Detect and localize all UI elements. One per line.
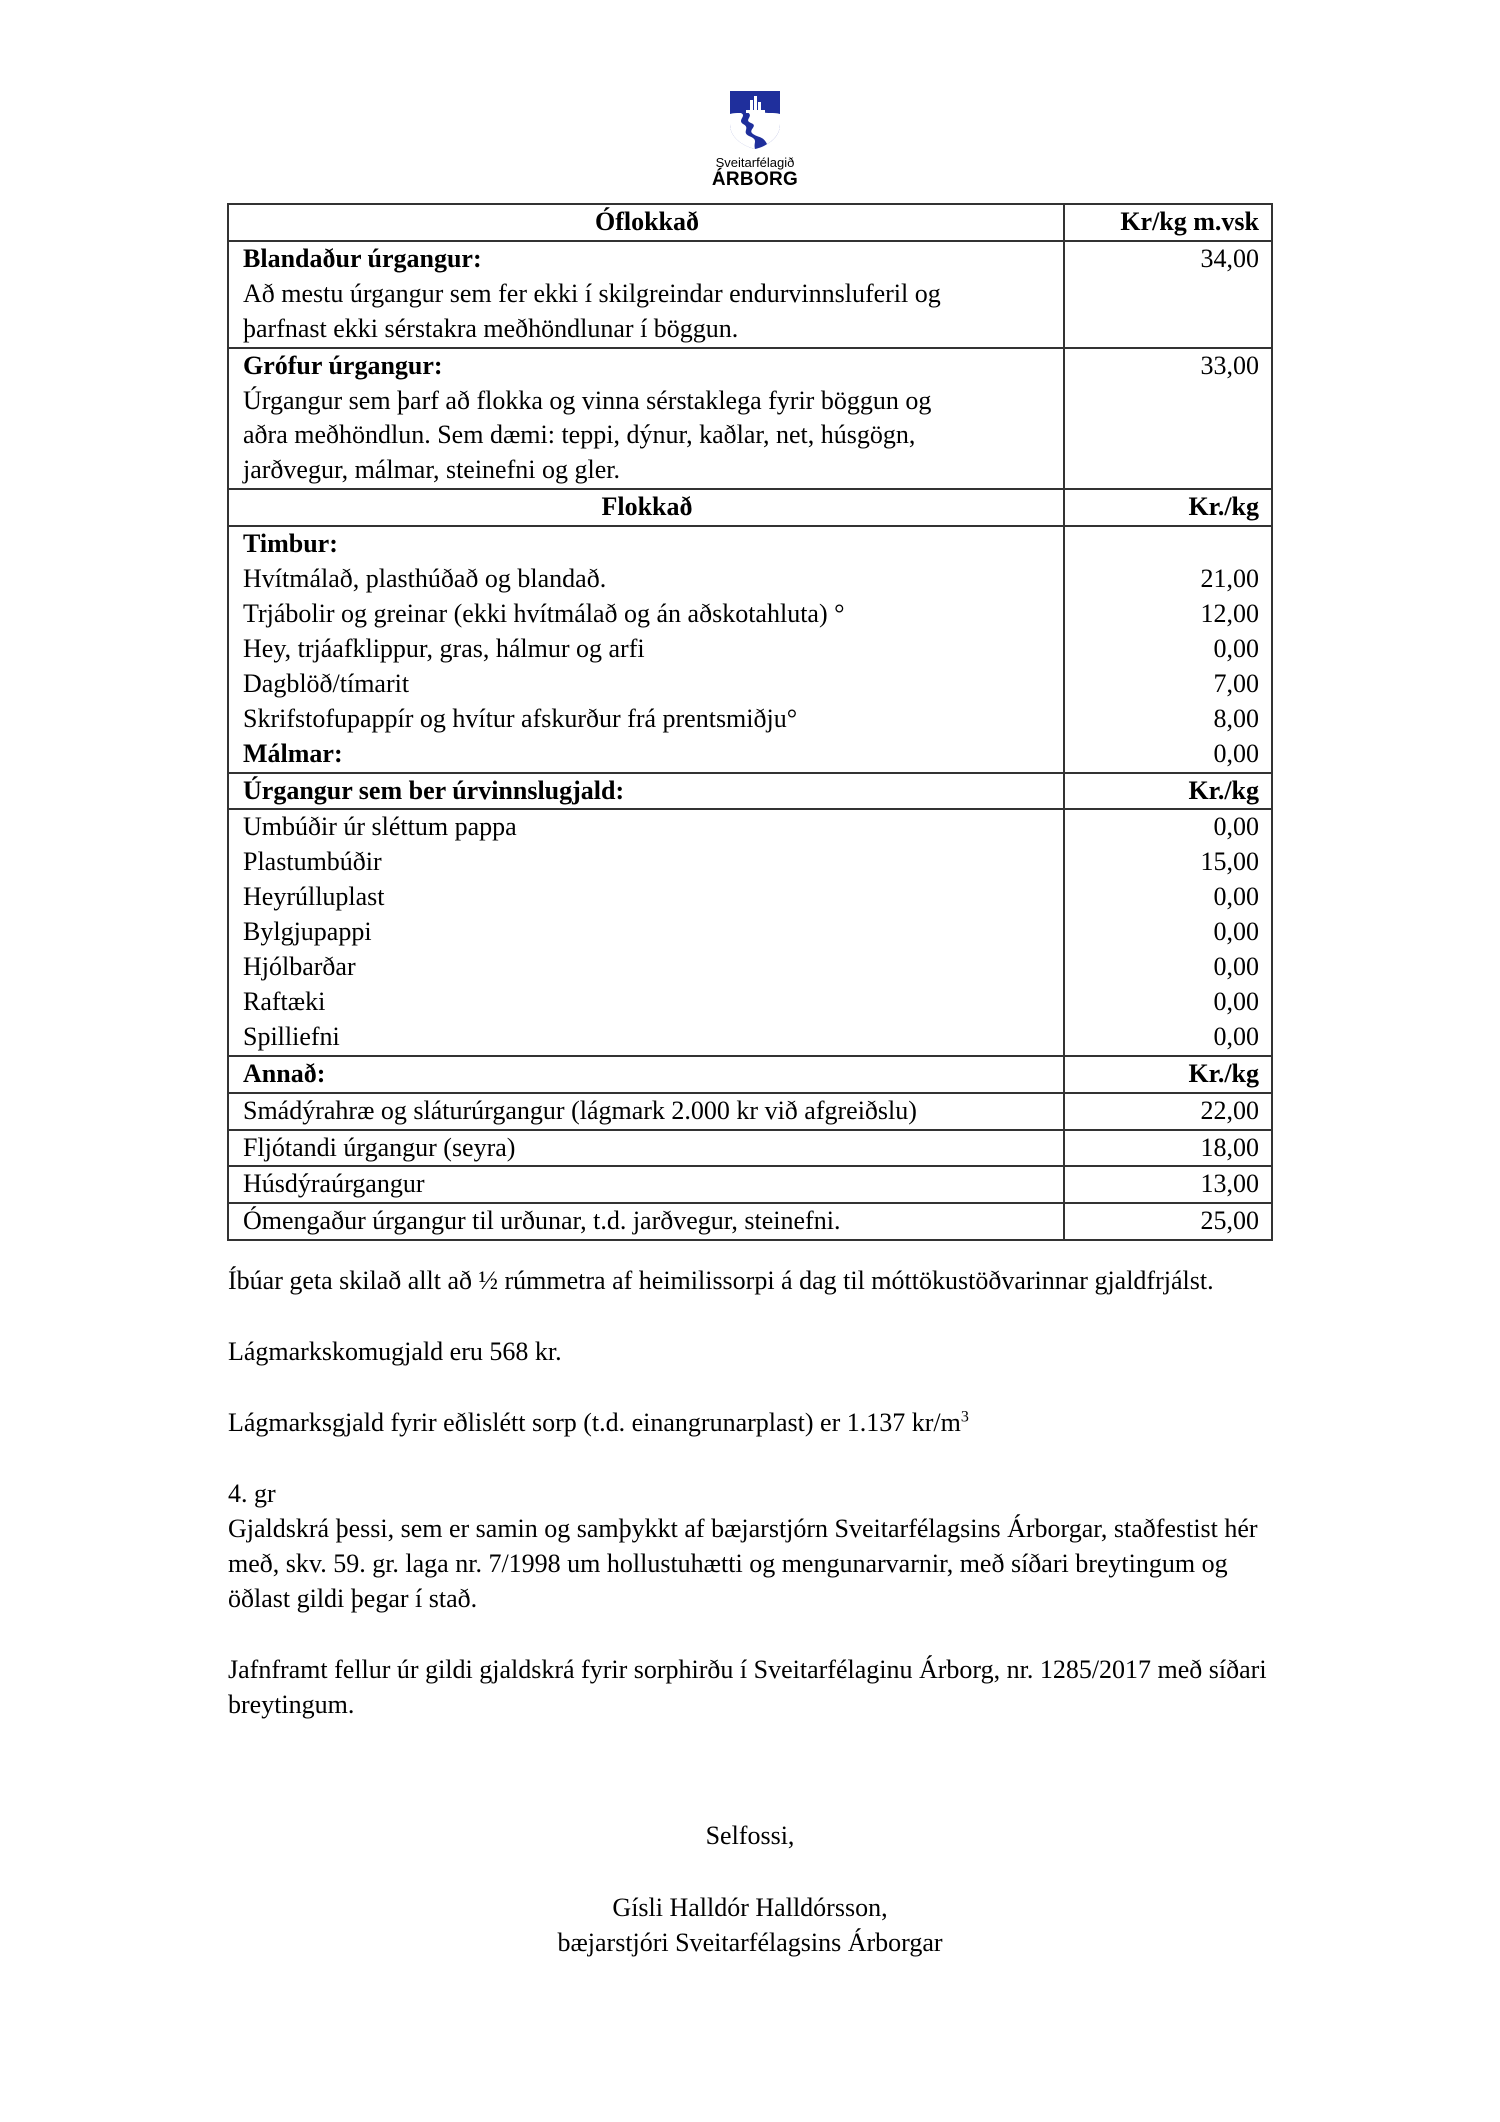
item-description: aðra meðhöndlun. Sem dæmi: teppi, dýnur, kaðlar, net, húsgögn, <box>243 420 916 450</box>
shield-icon <box>729 90 781 150</box>
table-header-row <box>228 204 1272 241</box>
table-row <box>228 1166 1272 1203</box>
logo-line2: ÁRBORG <box>711 169 799 190</box>
item-name: Bylgjupappi <box>243 917 372 947</box>
item-description: Úrgangur sem þarf að flokka og vinna sérstaklega fyrir böggun og <box>243 385 932 415</box>
item-price: 0,00 <box>1213 1021 1259 1051</box>
item-description: Að mestu úrgangur sem fer ekki í skilgreindar endurvinnsluferil og <box>243 278 941 308</box>
item-description: þarfnast ekki sérstakra meðhöndlunar í böggun. <box>243 313 739 343</box>
item-price: 0,00 <box>1213 633 1259 663</box>
table-row <box>228 1203 1272 1240</box>
item-price: 22,00 <box>1064 1093 1272 1130</box>
paragraph-enactment: Gjaldskrá þessi, sem er samin og samþykkt af bæjarstjórn Sveitarfélagsins Árborgar, staðfestist hér með, skv. 59. gr. laga nr. 7/1998 um hollustuhætti og mengunarvarnir, með síðari breytingum og öðlast gildi þegar í stað. <box>228 1514 1258 1613</box>
table-row <box>228 1093 1272 1130</box>
item-name: Grófur úrgangur: <box>243 350 443 380</box>
item-name: Ómengaður úrgangur til urðunar, t.d. jarðvegur, steinefni. <box>228 1203 1064 1240</box>
section-title-metals: Málmar: <box>243 738 343 768</box>
paragraph-repeal: Jafnframt fellur úr gildi gjaldskrá fyrir sorphirðu í Sveitarfélaginu Árborg, nr. 1285/2017 með síðari breytingum. <box>228 1655 1267 1719</box>
item-price: 0,00 <box>1213 812 1259 842</box>
item-price: 13,00 <box>1064 1166 1272 1203</box>
item-price: 8,00 <box>1213 703 1259 733</box>
item-name: Trjábolir og greinar (ekki hvítmálað og án aðskotahluta) ° <box>243 598 845 628</box>
paragraph-minimum-visit-fee: Lágmarkskomugjald eru 568 kr. <box>228 1337 562 1366</box>
item-price: 0,00 <box>1213 882 1259 912</box>
item-name: Blandaður úrgangur: <box>243 243 482 273</box>
item-price: 0,00 <box>1213 738 1259 768</box>
signature-title: bæjarstjóri Sveitarfélagsins Árborgar <box>557 1928 943 1957</box>
item-description: jarðvegur, málmar, steinefni og gler. <box>243 455 620 485</box>
table-row <box>228 1130 1272 1167</box>
header-sorted: Flokkað <box>228 489 1064 526</box>
item-price: 25,00 <box>1064 1203 1272 1240</box>
table-row <box>228 348 1272 490</box>
item-name: Dagblöð/tímarit <box>243 668 410 698</box>
item-name: Smádýrahræ og sláturúrgangur (lágmark 2.000 kr við afgreiðslu) <box>228 1093 1064 1130</box>
item-name: Húsdýraúrgangur <box>228 1166 1064 1203</box>
header-unit: Kr./kg <box>1064 489 1272 526</box>
item-price: 34,00 <box>1064 241 1272 348</box>
recycling-fee-title: Úrgangur sem ber úrvinnslugjald: <box>228 773 1064 810</box>
section-header-other <box>228 1056 1272 1093</box>
header-unit: Kr./kg <box>1064 773 1272 810</box>
item-name: Hjólbarðar <box>243 952 356 982</box>
header-unsorted: Óflokkað <box>228 204 1064 241</box>
municipality-logo <box>690 90 820 190</box>
item-name: Hey, trjáafklippur, gras, hálmur og arfi <box>243 633 645 663</box>
section-title-timber: Timbur: <box>243 529 338 559</box>
item-price: 0,00 <box>1213 917 1259 947</box>
item-price: 33,00 <box>1064 348 1272 490</box>
item-name: Hvítmálað, plasthúðað og blandað. <box>243 564 607 594</box>
item-name: Plastumbúðir <box>243 847 382 877</box>
signature-place: Selfossi, <box>705 1821 795 1850</box>
table-row <box>228 241 1272 348</box>
item-price: 0,00 <box>1213 952 1259 982</box>
item-price: 7,00 <box>1213 668 1259 698</box>
section-header-recycling-fee <box>228 773 1272 810</box>
signature-name: Gísli Halldór Halldórsson, <box>612 1893 888 1922</box>
item-name: Fljótandi úrgangur (seyra) <box>228 1130 1064 1167</box>
article-number: 4. gr <box>228 1479 276 1508</box>
header-unit: Kr/kg m.vsk <box>1064 204 1272 241</box>
item-name: Raftæki <box>243 986 326 1016</box>
logo-line1: Sveitarfélagið <box>715 155 795 170</box>
header-unit: Kr./kg <box>1064 1056 1272 1093</box>
item-name: Heyrúlluplast <box>243 882 385 912</box>
item-price: 0,00 <box>1213 986 1259 1016</box>
fee-table <box>227 203 1273 1241</box>
document-body <box>228 1263 1288 1758</box>
item-price: 15,00 <box>1200 847 1259 877</box>
recycling-block <box>228 809 1272 1055</box>
paragraph-free-disposal: Íbúar geta skilað allt að ½ rúmmetra af heimilissorpi á dag til móttökustöðvarinnar gjaldfrjálst. <box>228 1266 1214 1295</box>
item-name: Spilliefni <box>243 1021 340 1051</box>
paragraph-light-waste-fee: Lágmarksgjald fyrir eðlislétt sorp (t.d. einangrunarplast) er 1.137 $kr/m^3$ <box>228 1408 969 1437</box>
item-name: Umbúðir úr sléttum pappa <box>243 812 517 842</box>
timber-block <box>228 526 1272 772</box>
item-name: Skrifstofupappír og hvítur afskurður frá prentsmiðju° <box>243 703 798 733</box>
other-title: Annað: <box>228 1056 1064 1093</box>
item-price: 18,00 <box>1064 1130 1272 1167</box>
item-price: 12,00 <box>1200 598 1259 628</box>
item-price: 21,00 <box>1200 564 1259 594</box>
section-header-sorted <box>228 489 1272 526</box>
